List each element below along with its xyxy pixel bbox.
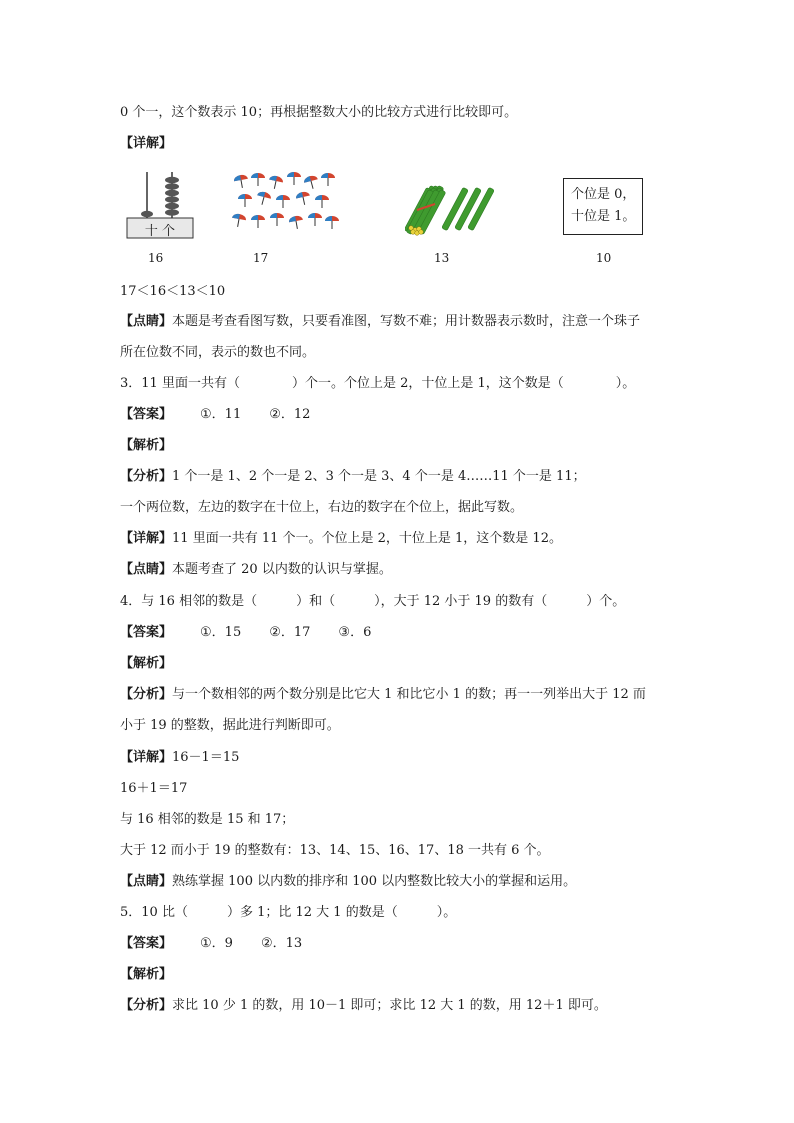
- abacus-figure: [126, 170, 196, 240]
- q4-fenxi-line1: [120, 686, 646, 704]
- q4-question: 4．与 16 相邻的数是（ ）和（ ），大于 12 小于 19 的数有（ ）个。: [120, 594, 626, 609]
- q4-answer-2: ②．17: [269, 625, 311, 640]
- q4-detail-line1: [120, 749, 239, 767]
- q5-answer-1: ①．9: [200, 936, 233, 951]
- q3-tip-text: 本题考查了 20 以内数的认识与掌握。: [172, 562, 392, 577]
- q3-analysis-label: 【解析】: [120, 438, 173, 453]
- box-caption: 10: [596, 251, 612, 265]
- detail-label: 【详解】: [120, 531, 173, 546]
- q3-fenxi-line1: [120, 468, 586, 486]
- umbrella-icon-group: [231, 170, 341, 238]
- q3-answer-1: ①．11: [200, 407, 242, 422]
- tip1-line1: [120, 313, 640, 331]
- q5-fenxi-text: 求比 10 少 1 的数，用 10－1 即可；求比 12 大 1 的数，用 12＋1 即可。: [172, 998, 607, 1013]
- sticks-figure: [405, 182, 495, 238]
- q3-tip: [120, 561, 392, 579]
- q4-answer-1: ①．15: [200, 625, 242, 640]
- q4-detail-text: 16－1＝15: [172, 750, 240, 765]
- answer-label: 【答案】: [120, 407, 173, 422]
- place-value-box: [563, 178, 643, 235]
- q4-detail-line2: 16＋1＝17: [120, 781, 188, 796]
- q3-question: 3．11 里面一共有（ ）个一。个位上是 2，十位上是 1，这个数是（ ）。: [120, 376, 636, 391]
- tip1-text: 本题是考查看图写数，只要看准图，写数不难；用计数器表示数时，注意一个珠子: [172, 314, 641, 329]
- box-line-ones: 个位是 0，: [571, 187, 636, 202]
- intro-line: 0 个一，这个数表示 10；再根据整数大小的比较方式进行比较即可。: [120, 105, 518, 120]
- abacus-caption: 16: [148, 251, 164, 265]
- q4-answer-line: [120, 624, 371, 642]
- tip-label: 【点睛】: [120, 874, 173, 889]
- q4-detail-line4: 大于 12 而小于 19 的整数有：13、14、15、16、17、18 一共有 6 个。: [120, 843, 550, 858]
- abacus-label: 十 个: [144, 224, 176, 239]
- q3-fenxi-line2: 一个两位数，左边的数字在十位上，右边的数字在个位上，据此写数。: [120, 500, 524, 515]
- q4-tip: [120, 873, 576, 891]
- q5-answer-2: ②．13: [260, 936, 303, 951]
- q4-detail-line3: 与 16 相邻的数是 15 和 17；: [120, 812, 295, 827]
- fenxi-label: 【分析】: [120, 469, 173, 484]
- q4-tip-text: 熟练掌握 100 以内数的排序和 100 以内整数比较大小的掌握和运用。: [172, 874, 577, 889]
- q5-fenxi: [120, 997, 607, 1015]
- counting-sticks-icon: [405, 182, 495, 238]
- tip1-line2: 所在位数不同，表示的数也不同。: [120, 345, 316, 360]
- answer-label: 【答案】: [120, 936, 173, 951]
- fenxi-label: 【分析】: [120, 687, 173, 702]
- q4-answer-3: ③．6: [338, 625, 372, 640]
- tip-label: 【点睛】: [120, 562, 173, 577]
- answer-label: 【答案】: [120, 625, 173, 640]
- umbrellas-caption: 17: [253, 251, 269, 265]
- q5-analysis-label: 【解析】: [120, 967, 173, 982]
- q3-fenxi-text: 1 个一是 1、2 个一是 2、3 个一是 3、4 个一是 4……11 个一是 11；: [172, 469, 586, 484]
- q5-answer-line: [120, 935, 302, 953]
- box-line-tens: 十位是 1。: [571, 209, 636, 224]
- q4-analysis-label: 【解析】: [120, 656, 173, 671]
- detail-label: 【详解】: [120, 750, 173, 765]
- fenxi-label: 【分析】: [120, 998, 173, 1013]
- comparison-line: 17＜16＜13＜10: [120, 284, 226, 299]
- umbrellas-figure: [231, 170, 341, 238]
- tip-label: 【点睛】: [120, 314, 173, 329]
- q5-question: 5．10 比（ ）多 1；比 12 大 1 的数是（ ）。: [120, 905, 457, 920]
- q3-answer-line: [120, 406, 310, 424]
- q3-detail-text: 11 里面一共有 11 个一。个位上是 2，十位上是 1，这个数是 12。: [172, 531, 562, 546]
- q4-fenxi-text: 与一个数相邻的两个数分别是比它大 1 和比它小 1 的数；再一一列举出大于 12 而: [172, 687, 646, 702]
- sticks-caption: 13: [434, 251, 450, 265]
- q3-answer-2: ②．12: [269, 407, 311, 422]
- detail-label: 【详解】: [120, 136, 173, 151]
- q4-fenxi-line2: 小于 19 的整数，据此进行判断即可。: [120, 718, 340, 733]
- q3-detail: [120, 530, 562, 548]
